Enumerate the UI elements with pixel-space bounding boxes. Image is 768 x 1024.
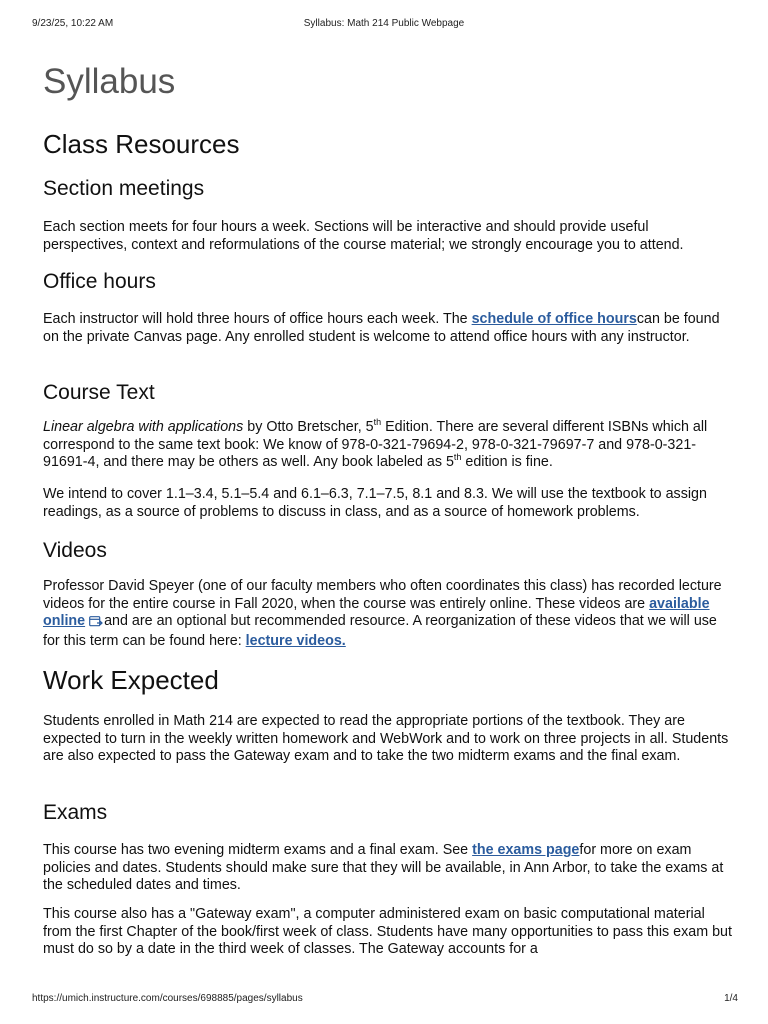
office-hours-text [43,311,733,346]
course-text-a: by Otto Bretscher, 5 [243,419,374,435]
exams-paragraph-1 [43,842,733,895]
office-hours-text-b: can be found on the private Canvas page. Any enrolled student is welcome to attend office hours with any instructor. [43,311,720,345]
sup-th-2: th [453,452,462,463]
book-title: Linear algebra with applications [43,419,244,435]
exams-text-b: for more on exam policies and dates. Students should make sure that they will be available, in Ann Arbor, to take the exams at the scheduled dates and times. [43,842,724,894]
course-text-paragraph-2: We intend to cover 1.1–3.4, 5.1–5.4 and 6.1–6.3, 7.1–7.5, 8.1 and 8.3. We will use the textbook to assign readings, as a source of problems to discuss in class, and as a source of homework problems. [43,486,707,520]
page-title: Syllabus [43,62,176,101]
section-meetings-text: Each section meets for four hours a week. Sections will be interactive and should provide useful perspectives, context and reformulations of the course material; we strongly encourage you to attend. [43,219,684,253]
heading-section-meetings: Section meetings [43,177,205,200]
print-datetime: 9/23/25, 10:22 AM [32,18,114,29]
lecture-videos-link[interactable]: lecture videos. [245,632,346,649]
exams-paragraph-2: This course also has a "Gateway exam", a computer administered exam on basic computational material from the first Chapter of the book/first week of class. Students have many opportunities to pass this exam but must do so by a date in the third week of classes. The Gateway accounts for a [43,906,732,958]
videos-text-b: and are an optional but recommended resource. A reorganization of these videos that we will use for this term can be found here: [43,613,717,649]
heading-office-hours: Office hours [43,270,156,293]
sup-th-1: th [373,417,382,428]
print-page-number: 1/4 [724,993,738,1004]
course-text-paragraph-1 [43,419,733,472]
print-url: https://umich.instructure.com/courses/698885/pages/syllabus [32,993,303,1004]
schedule-of-office-hours-link[interactable]: schedule of office hours [471,311,637,327]
print-page-title: Syllabus: Math 214 Public Webpage [303,18,465,29]
available-online-link[interactable]: available online [43,595,710,630]
heading-work-expected: Work Expected [43,665,219,695]
course-text-b: Edition. There are several different ISBNs which all correspond to the same text book: We know of 978-0-321-79694-2, 978-0-321-79697-7 and 978-0-321-91691-4, and there may be others as well. Any book labeled as 5 [43,419,708,471]
heading-course-text: Course Text [43,381,155,404]
work-expected-text: Students enrolled in Math 214 are expected to read the appropriate portions of the textbook. They are expected to turn in the weekly written homework and WebWork and to work on three projects in all. Students are also expected to pass the Gateway exam and to take the two midterm exams and the final exam. [43,713,729,765]
heading-class-resources: Class Resources [43,129,240,159]
external-link-icon[interactable] [89,615,103,633]
heading-exams: Exams [43,801,108,824]
office-hours-text-a: Each instructor will hold three hours of office hours each week. The [43,311,472,327]
exams-text-a: This course has two evening midterm exams and a final exam. See [43,842,473,858]
videos-text-a: Professor David Speyer (one of our faculty members who often coordinates this class) has recorded lecture videos for the entire course in Fall 2020, when the course was entirely online. These videos are [43,578,722,612]
course-text-c: edition is fine. [461,454,553,471]
heading-videos: Videos [43,539,107,562]
exams-page-link[interactable]: the exams page [472,842,580,858]
videos-text [43,578,733,650]
